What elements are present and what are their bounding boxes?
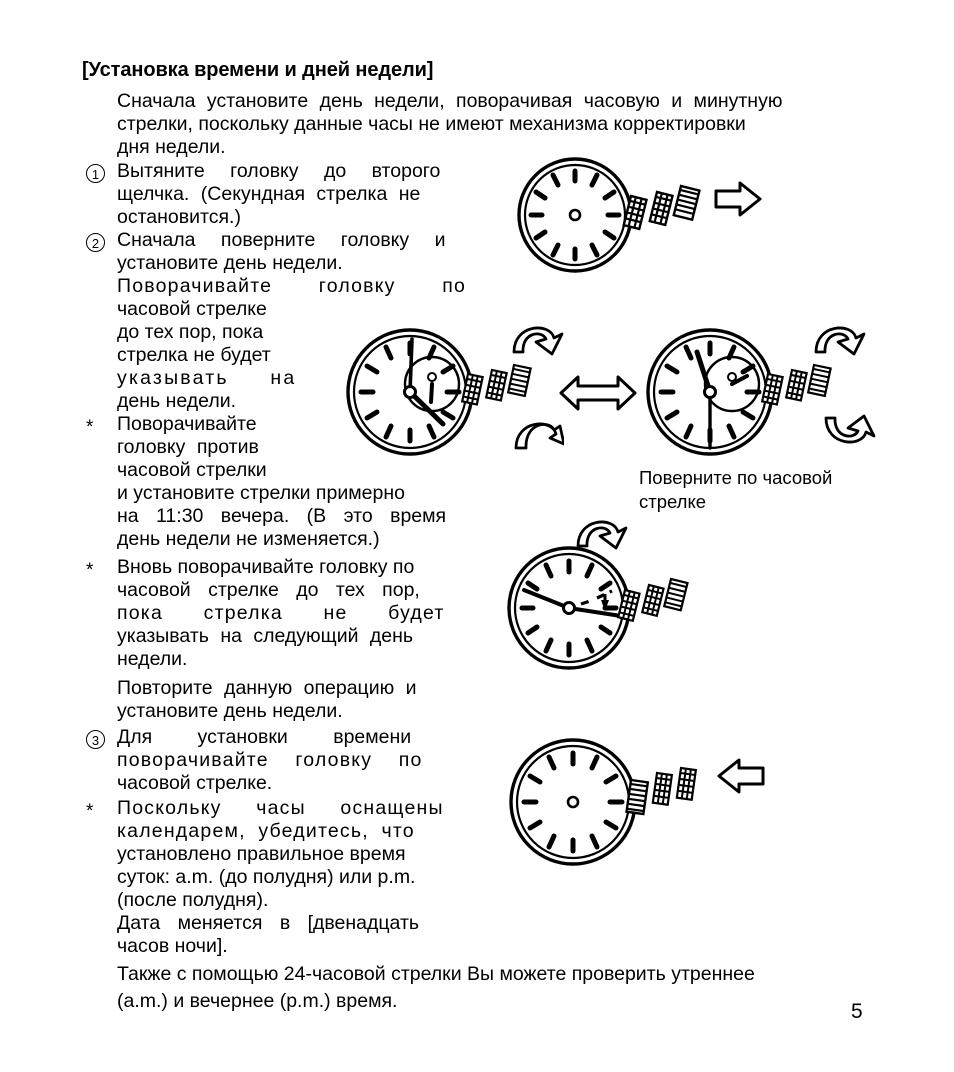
figure-caption-line-1: Поверните по часовой xyxy=(639,467,833,488)
dial-center-pin xyxy=(570,210,580,220)
page-title: [Установка времени и дней недели] xyxy=(82,59,434,81)
step-4-line-3: пока стрелка не будет xyxy=(117,602,445,624)
figure-watch-hands-1130 xyxy=(497,538,747,678)
step-marker-6: * xyxy=(86,801,94,822)
step-5-line-1: Для установки времени xyxy=(117,726,412,748)
hands-hub xyxy=(705,387,716,398)
curved-arrow-clockwise-bottom-right xyxy=(820,410,876,454)
step-5-line-3: часовой стрелке. xyxy=(117,772,273,794)
crown-stem xyxy=(624,186,700,229)
step-3-line-4: и установите стрелки примерно xyxy=(117,482,405,504)
hour-hand xyxy=(524,590,569,608)
step-6-line-2: календарем, убедитесь, что xyxy=(117,820,415,842)
step-4-line-7: установите день недели. xyxy=(117,700,343,722)
arrow-left-icon xyxy=(719,760,763,792)
step-5-line-2: поворачивайте головку по xyxy=(117,749,423,771)
double-headed-arrow-icon xyxy=(558,372,638,414)
figure-caption-line-2: стрелке xyxy=(639,491,707,512)
step-2-line-6: стрелка не будет xyxy=(117,344,271,366)
intro-line-1: Сначала установите день недели, поворачивая часовую и минутную xyxy=(117,90,783,112)
crown-stem xyxy=(627,768,696,814)
step-2-line-1: Сначала поверните головку и xyxy=(117,229,446,251)
hands-hub xyxy=(564,603,575,614)
step-3-line-1: Поворачивайте xyxy=(117,413,257,435)
intro-line-3: дня недели. xyxy=(117,136,226,158)
hands-hub xyxy=(405,387,416,398)
figure-watch-crown-pulled-out xyxy=(500,155,770,275)
crown-stem xyxy=(618,579,687,621)
step-4-line-4: указывать на следующий день xyxy=(117,625,414,647)
step-marker-3: * xyxy=(86,417,94,438)
step-2-line-2: установите день недели. xyxy=(117,252,343,274)
curved-arrow-counterclockwise-bottom-left xyxy=(508,410,564,454)
step-marker-2: 2 xyxy=(86,233,105,252)
curved-arrow-clockwise-top-left xyxy=(508,316,564,358)
step-6-line-1: Поскольку часы оснащены xyxy=(117,797,444,819)
step-marker-4: * xyxy=(86,560,94,581)
dial-center-pin xyxy=(568,797,578,807)
step-6-line-7: часов ночи]. xyxy=(117,935,228,957)
step-2-line-7: указывать на xyxy=(117,367,297,389)
step-4-line-1: Вновь поворачивайте головку по xyxy=(117,556,415,578)
step-2-line-4: часовой стрелке xyxy=(117,298,267,320)
step-4-line-5: недели. xyxy=(117,648,188,670)
hour-markers xyxy=(531,171,619,259)
closing-line-2: (a.m.) и вечернее (p.m.) время. xyxy=(117,990,398,1012)
step-marker-5: 3 xyxy=(86,730,105,749)
step-6-line-6: Дата меняется в [двенадцать xyxy=(117,912,420,934)
step-3-line-2: головку против xyxy=(117,436,259,458)
step-2-line-3: Поворачивайте головку по xyxy=(117,275,467,297)
step-marker-1: 1 xyxy=(86,164,105,183)
step-2-line-5: до тех пор, пока xyxy=(117,321,264,343)
step-1-line-1: Вытяните головку до второго xyxy=(117,160,441,182)
curved-arrow-clockwise-top-right xyxy=(810,316,866,358)
arrow-right-icon xyxy=(716,183,760,215)
figure-watch-crown-pushed-in xyxy=(495,730,785,880)
step-3-line-6: день недели не изменяется.) xyxy=(117,528,380,550)
step-4-line-2: часовой стрелке до тех пор, xyxy=(117,579,420,601)
step-1-line-3: остановится.) xyxy=(117,206,241,228)
step-6-line-3: установлено правильное время xyxy=(117,843,406,865)
minute-hand xyxy=(410,339,412,392)
step-1-line-2: щелчка. (Секундная стрелка не xyxy=(117,183,421,205)
step-6-line-4: суток: a.m. (до полудня) или p.m. xyxy=(117,866,416,888)
step-6-line-5: (после полудня). xyxy=(117,889,269,911)
step-2-line-8: день недели. xyxy=(117,390,237,412)
page-number: 5 xyxy=(851,1000,863,1023)
step-4-line-6: Повторите данную операцию и xyxy=(117,677,417,699)
step-3-line-5: на 11:30 вечера. (В это время xyxy=(117,505,447,527)
step-3-line-3: часовой стрелки xyxy=(117,459,267,481)
crown-stem xyxy=(762,365,830,405)
subdial-hand xyxy=(431,384,432,402)
hour-markers xyxy=(524,753,622,851)
closing-line-1: Также с помощью 24-часовой стрелки Вы можете проверить утреннее xyxy=(117,963,755,985)
intro-line-2: стрелки, поскольку данные часы не имеют механизма корректировки xyxy=(117,113,746,135)
crown-stem xyxy=(462,365,530,405)
